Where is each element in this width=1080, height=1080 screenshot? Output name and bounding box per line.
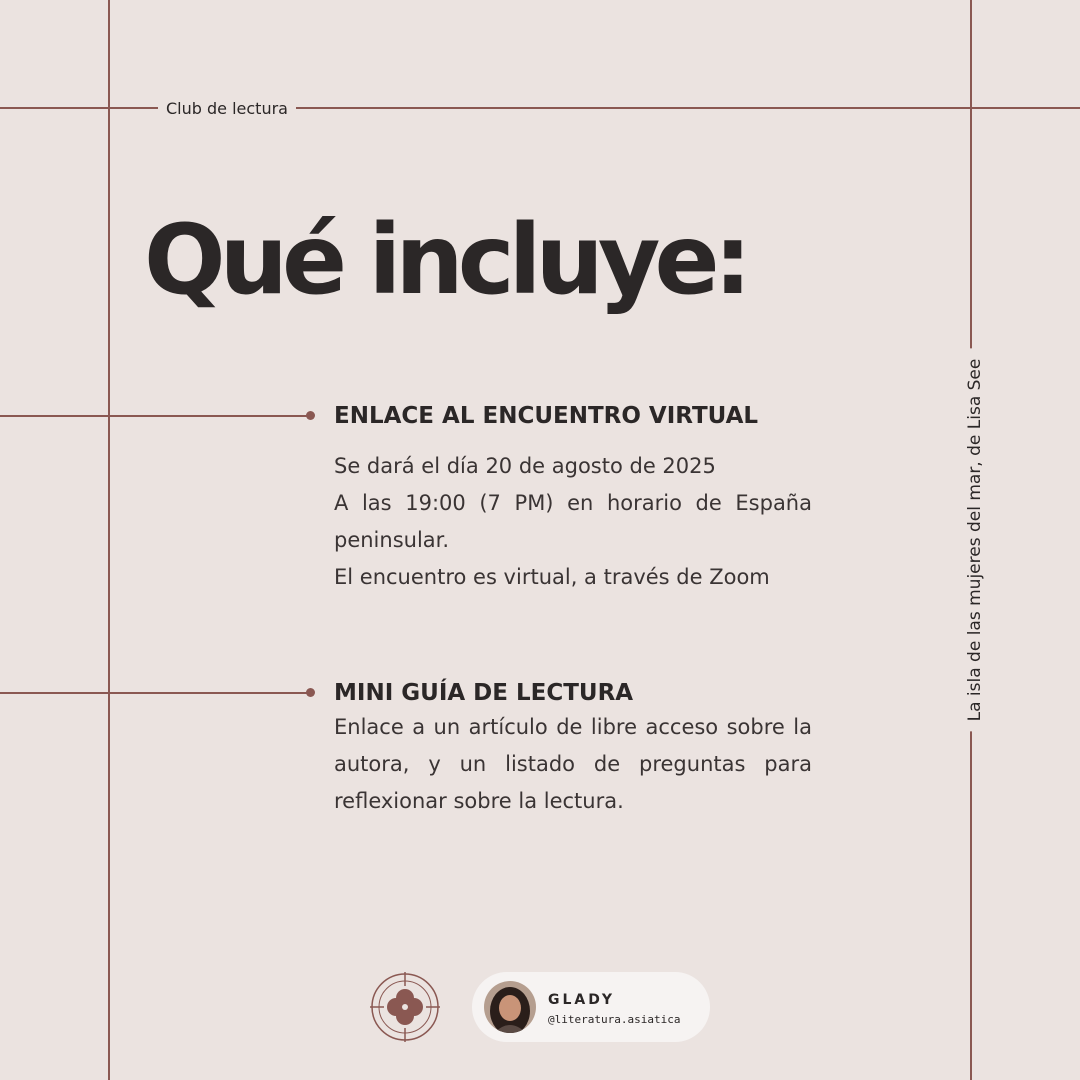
profile-name: GLADY bbox=[548, 992, 615, 1008]
section-heading: MINI GUÍA DE LECTURA bbox=[334, 680, 634, 706]
section-reading-guide bbox=[334, 677, 812, 820]
profile-card[interactable] bbox=[472, 972, 710, 1042]
person-avatar-icon bbox=[484, 981, 536, 1033]
left-frame-line bbox=[108, 0, 110, 1080]
section-1-dot bbox=[306, 411, 315, 420]
page-title: Qué incluye: bbox=[144, 204, 746, 316]
section-line: Enlace a un artículo de libre acceso sobre la autora, y un listado de preguntas para reflexionar sobre la lectura. bbox=[334, 715, 812, 813]
club-label: Club de lectura bbox=[158, 96, 296, 122]
section-heading: ENLACE AL ENCUENTRO VIRTUAL bbox=[334, 403, 759, 429]
section-line: El encuentro es virtual, a través de Zoom bbox=[334, 565, 770, 589]
book-title-vertical: La isla de las mujeres del mar, de Lisa See bbox=[960, 349, 990, 732]
section-2-dot bbox=[306, 688, 315, 697]
section-line: A las 19:00 (7 PM) en horario de España peninsular. bbox=[334, 491, 812, 552]
section-line: Se dará el día 20 de agosto de 2025 bbox=[334, 454, 716, 478]
section-virtual-meeting bbox=[334, 400, 812, 596]
section-2-connector-line bbox=[0, 692, 311, 694]
flower-compass-icon bbox=[370, 972, 440, 1042]
section-1-connector-line bbox=[0, 415, 311, 417]
profile-handle[interactable]: @literatura.asiatica bbox=[548, 1013, 681, 1026]
